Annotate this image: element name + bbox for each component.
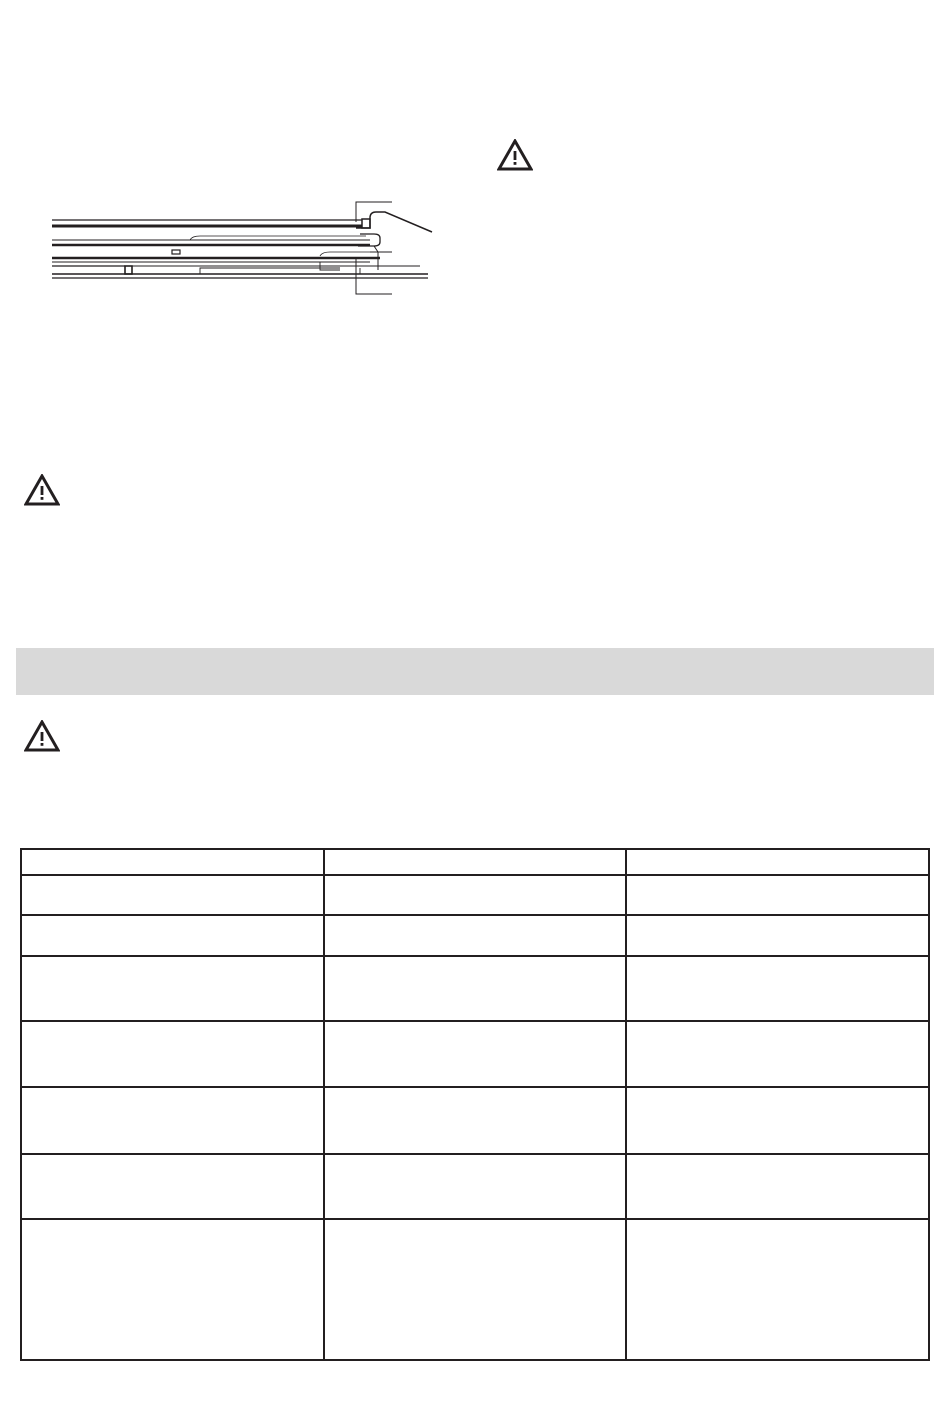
- table-cell: [21, 915, 324, 955]
- warning-icon: [497, 139, 533, 171]
- table-cell: [21, 875, 324, 915]
- troubleshooting-table: [20, 848, 930, 1361]
- table-cell: [626, 915, 929, 955]
- table-cell: [324, 1087, 627, 1154]
- table-header-cell: [324, 849, 627, 875]
- table-row: [21, 1087, 929, 1154]
- table-cell: [21, 1021, 324, 1087]
- section-heading-band: [16, 648, 934, 695]
- table-row: [21, 1021, 929, 1087]
- table-cell: [324, 915, 627, 955]
- table-header-cell: [626, 849, 929, 875]
- table-header-cell: [21, 849, 324, 875]
- warning-icon: [24, 474, 60, 506]
- table-cell: [324, 1219, 627, 1361]
- table-row: [21, 915, 929, 955]
- table-cell: [626, 875, 929, 915]
- table-cell: [324, 1021, 627, 1087]
- table-cell: [626, 1154, 929, 1219]
- table-header-row: [21, 849, 929, 875]
- table-cell: [626, 1021, 929, 1087]
- table-cell: [324, 956, 627, 1022]
- table-row: [21, 1219, 929, 1361]
- table-cell: [21, 1087, 324, 1154]
- warning-icon: [24, 720, 60, 752]
- table-cell: [21, 956, 324, 1022]
- table-cell: [626, 1087, 929, 1154]
- table-cell: [324, 875, 627, 915]
- glass-panel-diagram: [40, 186, 440, 302]
- table-cell: [21, 1154, 324, 1219]
- table-row: [21, 875, 929, 915]
- table-cell: [626, 1219, 929, 1361]
- table-cell: [21, 1219, 324, 1361]
- table-cell: [324, 1154, 627, 1219]
- table-row: [21, 1154, 929, 1219]
- table-row: [21, 956, 929, 1022]
- table-cell: [626, 956, 929, 1022]
